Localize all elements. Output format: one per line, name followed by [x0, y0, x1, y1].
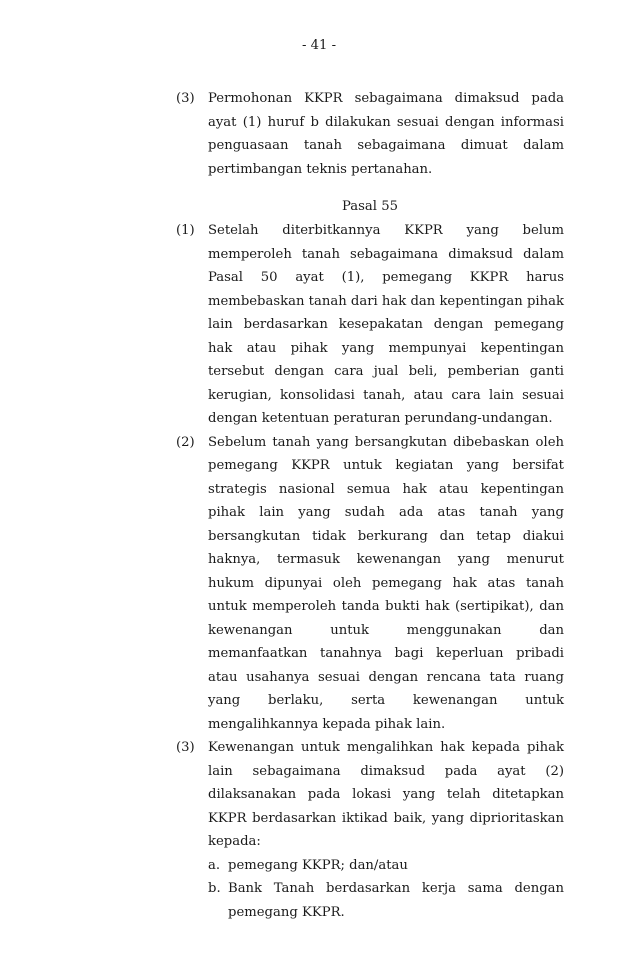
clause-2	[176, 431, 564, 737]
clause-number: (3)	[176, 91, 195, 106]
page-number: - 41 -	[301, 38, 337, 53]
list-item-letter: a.	[208, 857, 221, 873]
opening-clause	[176, 87, 564, 181]
list-item-text: pemegang KKPR; dan/atau	[228, 857, 408, 873]
clause-1	[176, 219, 564, 431]
clause-number: (3)	[176, 740, 195, 755]
clause-text: Kewenangan untuk mengalihkan hak kepada pihak lain sebagaimana dimaksud pada ayat (2) dilaksanakan pada lokasi yang telah ditetapkan KKPR berdasarkan iktikad baik, yang diprioritaskan kepada:	[208, 740, 564, 849]
article-heading: Pasal 55	[342, 199, 398, 214]
clause-number: (2)	[176, 434, 195, 450]
clause-text: Permohonan KKPR sebagaimana dimaksud pada ayat (1) huruf b dilakukan sesuai dengan informasi penguasaan tanah sebagaimana dimuat dalam pertimbangan teknis pertanahan.	[208, 91, 564, 177]
clause-3	[176, 736, 564, 924]
list-item	[208, 854, 564, 878]
list-item-text: Bank Tanah berdasarkan kerja sama dengan pemegang KKPR.	[228, 881, 564, 920]
clause-number: (1)	[176, 223, 195, 238]
list-item-letter: b.	[208, 881, 221, 896]
clause-text: Setelah diterbitkannya KKPR yang belum memperoleh tanah sebagaimana dimaksud dalam Pasal 50 ayat (1), pemegang KKPR harus membebaskan tanah dari hak dan kepentingan pihak lain berdasarkan kesepakatan dengan pemegang hak atau pihak yang mempunyai kepentingan tersebut dengan cara jual beli, pemberian ganti kerugian, konsolidasi tanah, atau cara lain sesuai dengan ketentuan peraturan perundang-undangan.	[208, 223, 564, 426]
article-body	[176, 219, 564, 924]
clause-text: Sebelum tanah yang bersangkutan dibebaskan oleh pemegang KKPR untuk kegiatan yang bersifat strategis nasional semua hak atau kepentingan pihak lain yang sudah ada atas tanah yang bersangkutan tidak berkurang dan tetap diakui haknya, termasuk kewenangan yang menurut hukum dipunyai oleh pemegang hak atas tanah untuk memperoleh tanda bukti hak (sertipikat), dan kewenangan untuk menggunakan dan memanfaatkan tanahnya bagi keperluan pribadi atau usahanya sesuai dengan rencana tata ruang yang berlaku, serta kewenangan untuk mengalihkannya kepada pihak lain.	[208, 434, 564, 732]
list-item	[208, 877, 564, 924]
clause-paragraph	[176, 87, 564, 181]
